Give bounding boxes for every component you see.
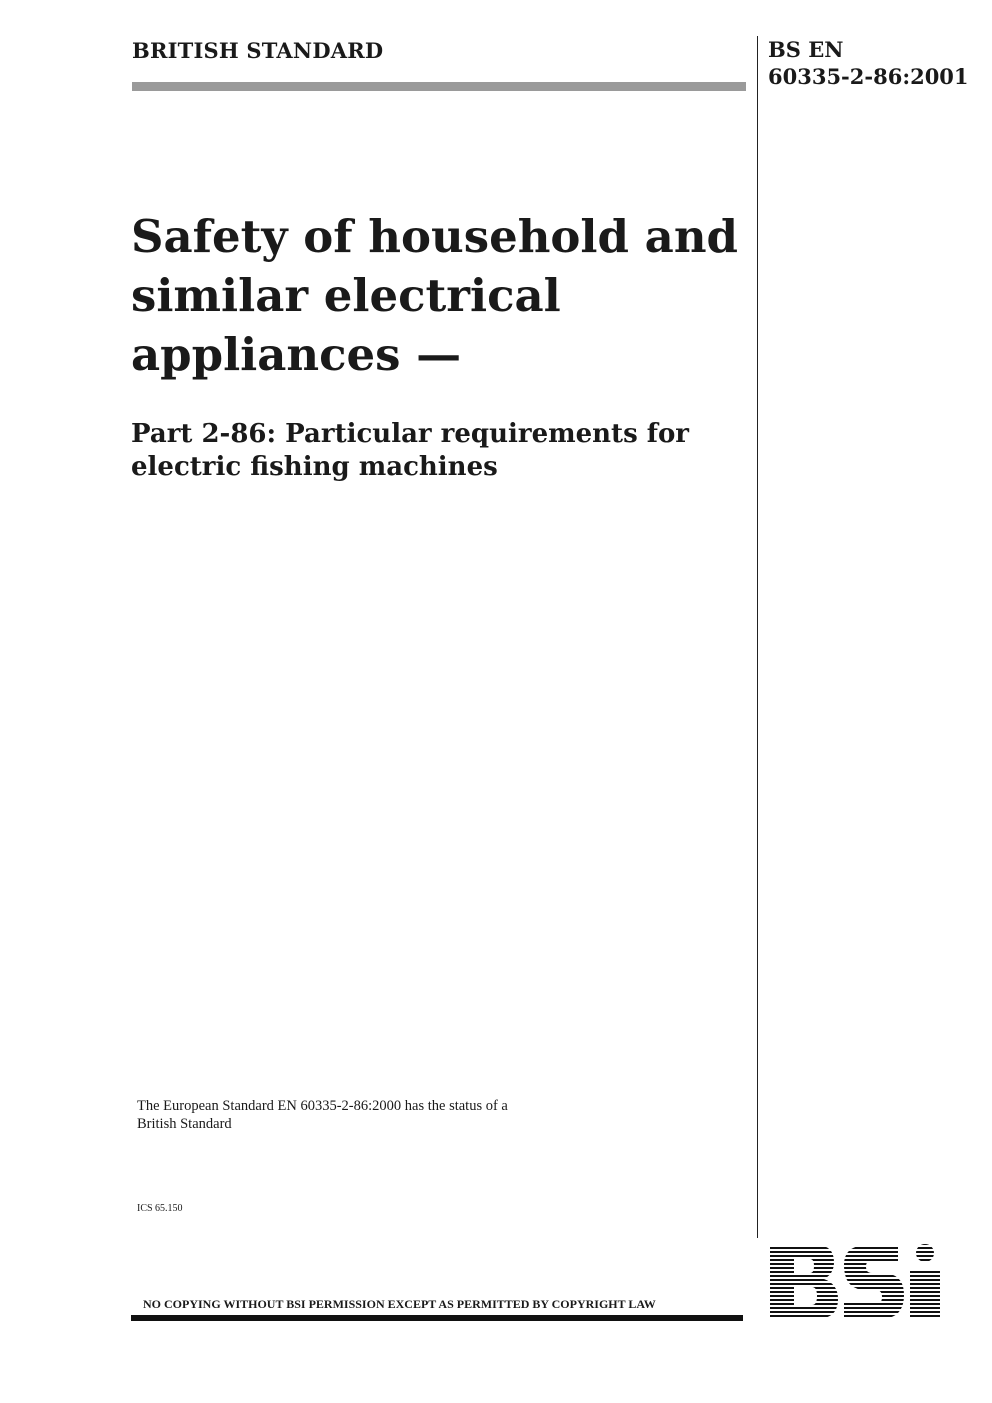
standard-code bbox=[768, 36, 969, 90]
bottom-rule bbox=[131, 1315, 743, 1321]
standard-code-line1: BS EN bbox=[768, 37, 844, 62]
standard-code-line2: 60335-2-86:2001 bbox=[768, 64, 969, 89]
standard-type-label: BRITISH STANDARD bbox=[132, 38, 384, 63]
status-note bbox=[137, 1097, 637, 1133]
document-title bbox=[131, 207, 751, 384]
copyright-note: NO COPYING WITHOUT BSI PERMISSION EXCEPT AS PERMITTED BY COPYRIGHT LAW bbox=[143, 1297, 656, 1311]
document-title-line3: appliances — bbox=[131, 328, 462, 381]
document-subtitle-line2: electric fishing machines bbox=[131, 452, 498, 482]
document-title-line1: Safety of household and bbox=[131, 210, 738, 263]
vertical-divider bbox=[757, 36, 758, 1238]
document-title-line2: similar electrical bbox=[131, 269, 561, 322]
header-rule bbox=[132, 82, 746, 91]
status-note-line2: British Standard bbox=[137, 1116, 232, 1132]
bsi-logo-icon bbox=[768, 1243, 942, 1321]
status-note-line1: The European Standard EN 60335-2-86:2000 has the status of a bbox=[137, 1098, 508, 1114]
document-subtitle-line1: Part 2-86: Particular requirements for bbox=[131, 419, 689, 449]
ics-code: ICS 65.150 bbox=[137, 1203, 183, 1214]
document-subtitle bbox=[131, 418, 751, 484]
